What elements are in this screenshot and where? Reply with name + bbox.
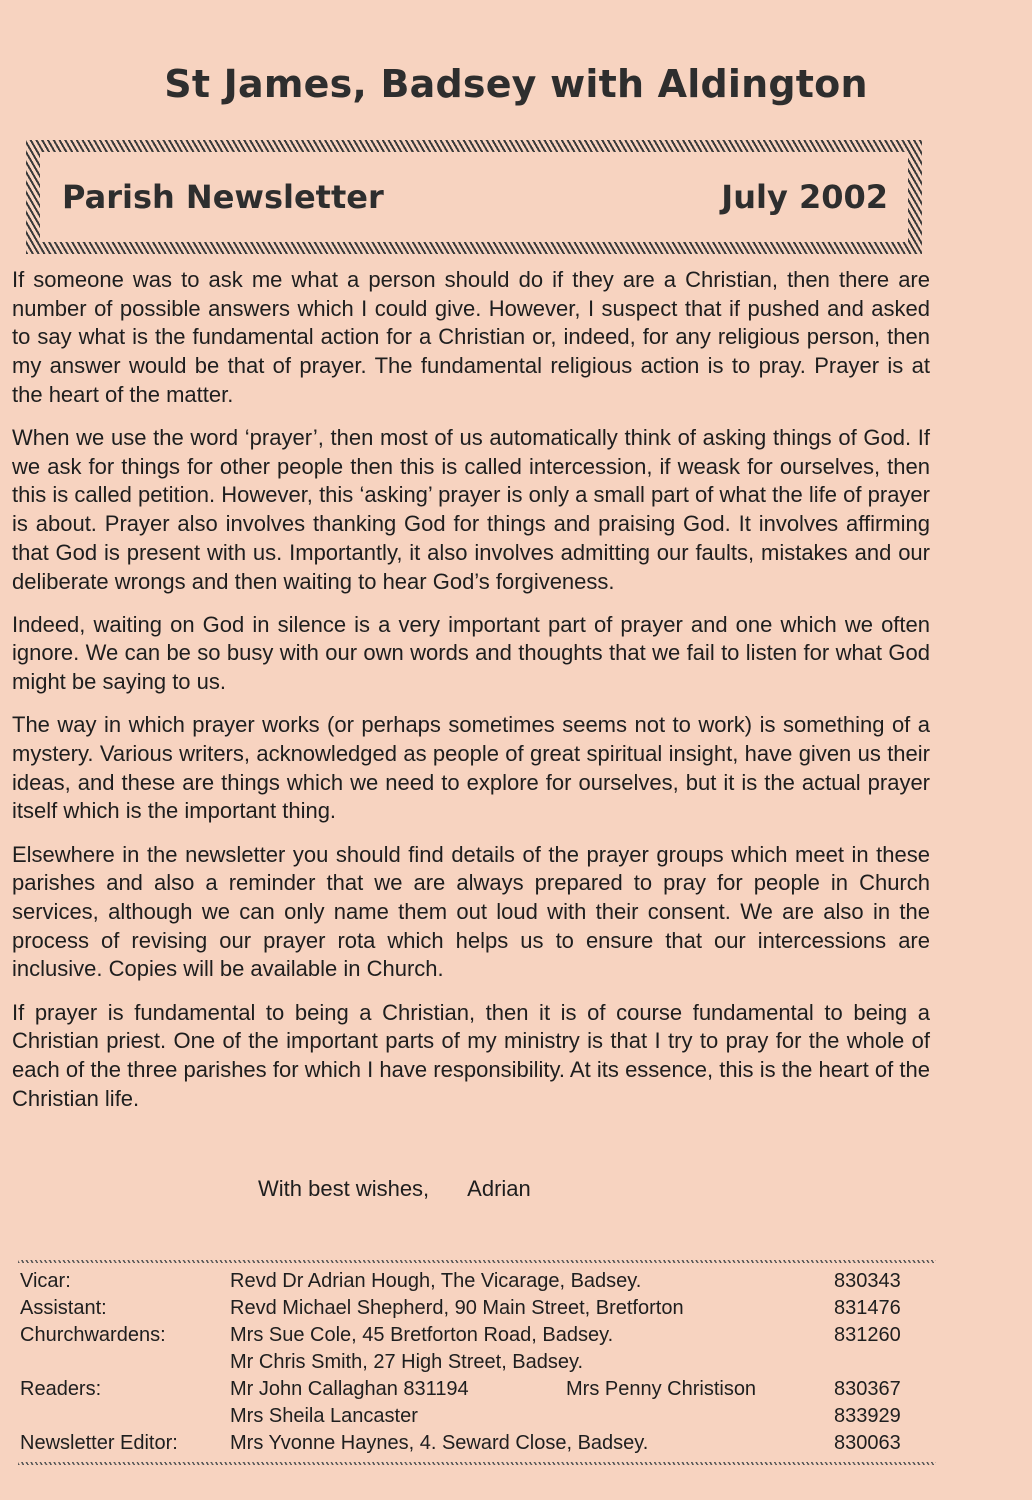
contact-role: Readers: [20,1378,102,1400]
paragraph: Indeed, waiting on God in silence is a very important part of prayer and one which we often ignore. We can be so busy with our own words and thoughts that we fail to listen for what God might be saying to us. [12,611,930,695]
paragraph: The way in which prayer works (or perhaps sometimes seems not to work) is something of a mystery. Various writers, acknowledged as people of great spiritual insight, have given us their ideas, and these are things which we need to explore for ourselves, but it is the actual prayer itself which is the important thing. [12,712,930,824]
contact-detail: Mr Chris Smith, 27 High Street, Badsey. [230,1351,584,1373]
letter-body [12,266,930,1128]
contact-detail: Mrs Sheila Lancaster [230,1405,418,1427]
signoff [258,1176,531,1202]
newsletter-label: Parish Newsletter [62,178,384,216]
contact-row [18,1349,936,1376]
contact-detail: Revd Michael Shepherd, 90 Main Street, Bretforton [230,1297,684,1319]
contact-phone: 830063 [834,1432,901,1454]
paragraph: If someone was to ask me what a person should do if they are a Christian, then there are number of possible answers which I could give. However, I suspect that if pushed and asked to say what is the fundamental action for a Christian or, indeed, for any religious person, then my answer would be that of prayer. The fundamental religious action is to pray. Prayer is at the heart of the matter. [12,267,930,407]
contact-detail: Revd Dr Adrian Hough, The Vicarage, Badsey. [230,1270,642,1292]
divider-bottom [18,1462,936,1465]
contact-phone: 830343 [834,1270,901,1292]
contact-row [18,1268,936,1295]
contact-role: Vicar: [20,1270,71,1292]
contact-phone: 831476 [834,1297,901,1319]
contact-detail: Mrs Sue Cole, 45 Bretforton Road, Badsey. [230,1324,614,1346]
signature: Adrian [467,1176,531,1201]
contact-row [18,1403,936,1430]
contact-phone: 833929 [834,1405,901,1427]
newsletter-banner [26,140,922,254]
contact-row [18,1430,936,1457]
newsletter-banner-inner [40,152,908,242]
divider-top [18,1260,936,1263]
contact-phone: 830367 [834,1378,901,1400]
contact-phone: 831260 [834,1324,901,1346]
contact-row [18,1322,936,1349]
contact-extra: Mrs Penny Christison [566,1378,757,1400]
contact-detail: Mrs Yvonne Haynes, 4. Seward Close, Badsey. [230,1432,649,1454]
contact-row [18,1295,936,1322]
page-title: St James, Badsey with Aldington [164,62,868,106]
paragraph: Elsewhere in the newsletter you should find details of the prayer groups which meet in these parishes and also a reminder that we are always prepared to pray for people in Church services, although we can only name them out loud with their consent. We are also in the process of revising our prayer rota which helps us to ensure that our intercessions are inclusive. Copies will be available in Church. [12,841,930,982]
contact-row [18,1376,936,1403]
contact-role: Churchwardens: [20,1324,166,1346]
contact-role: Newsletter Editor: [20,1432,178,1454]
signoff-text: With best wishes, [258,1176,430,1201]
contacts-table [18,1268,936,1457]
contact-role: Assistant: [20,1297,107,1319]
issue-date: July 2002 [721,178,888,216]
paragraph: If prayer is fundamental to being a Christian, then it is of course fundamental to being a Christian priest. One of the important parts of my ministry is that I try to pray for the whole of each of the three parishes for which I have responsibility. At its essence, this is the heart of the Christian life. [12,999,930,1111]
contact-detail: Mr John Callaghan 831194 [230,1378,469,1400]
paragraph: When we use the word ‘prayer’, then most of us automatically think of asking things of God. If we ask for things for other people then this is called intercession, if weask for ourselves, then this is called petition. However, this ‘asking’ prayer is only a small part of what the life of prayer is about. Prayer also involves thanking God for things and praising God. It involves affirming that God is present with us. Importantly, it also involves admitting our faults, mistakes and our deliberate wrongs and then waiting to hear God’s forgiveness. [12,425,930,594]
